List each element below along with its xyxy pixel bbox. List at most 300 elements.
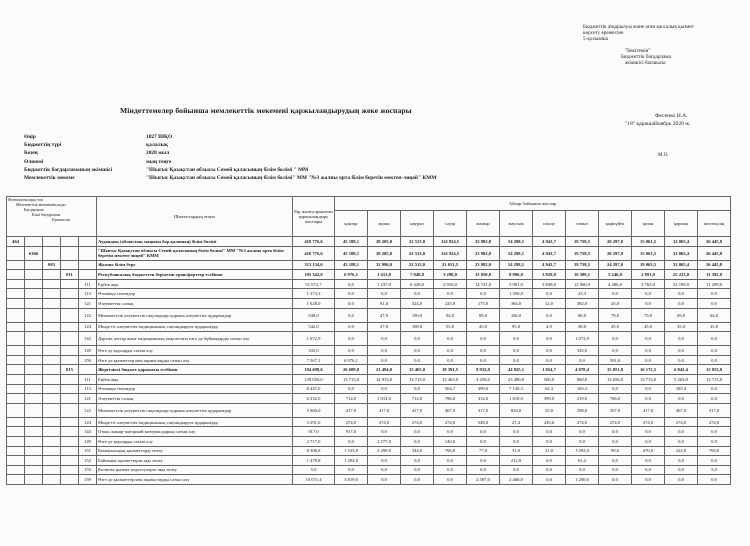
meta-key: Бюджеттік бағдарламаның әкімшісі: [24, 166, 113, 173]
table-row: [7, 374, 731, 384]
month-value-cell: 0,0: [434, 355, 467, 365]
month-value-cell: 2 468,0: [500, 475, 533, 485]
annual-total-cell: 410 776,6: [293, 237, 335, 247]
code-cell: [61, 298, 79, 308]
code-cell: [7, 298, 25, 308]
month-value-cell: 26 445,8: [698, 237, 731, 247]
stamp-place: М.О.: [658, 153, 669, 158]
expense-name-cell: Өзге де қорларды сатып алу: [97, 346, 293, 356]
month-value-cell: 0,0: [368, 384, 401, 394]
code-cell: [25, 365, 43, 375]
month-value-cell: 11 392,8: [698, 270, 731, 280]
month-value-cell: 0,0: [335, 308, 368, 322]
month-value-cell: 1 092,0: [566, 446, 599, 456]
month-value-cell: 0,0: [335, 436, 368, 446]
code-cell: 011: [61, 270, 79, 280]
month-value-cell: 0,0: [467, 436, 500, 446]
table-row: [7, 446, 731, 456]
code-cell: 124: [79, 417, 97, 427]
month-value-cell: 0,0: [335, 298, 368, 308]
month-value-cell: 21,0: [533, 446, 566, 456]
expense-name-cell: Еңбек ақы: [97, 279, 293, 289]
code-cell: [43, 237, 61, 247]
month-value-cell: 16 588,1: [566, 270, 599, 280]
annual-total-cell: 335,0: [293, 346, 335, 356]
approval-line-1: Бюджеттік атқарылуы және оған кассалық қызмет: [583, 24, 694, 30]
month-value-cell: 0,0: [599, 456, 632, 466]
month-value-cell: 0,0: [533, 475, 566, 485]
month-value-cell: 35,0: [533, 403, 566, 417]
month-value-cell: 4 943,7: [533, 260, 566, 270]
month-value-cell: 0,0: [533, 427, 566, 437]
month-value-cell: 0,0: [599, 384, 632, 394]
month-value-cell: 5 901,0: [500, 279, 533, 289]
code-cell: [43, 308, 61, 322]
approval-line-2: көрсету ережесіне: [583, 30, 624, 37]
month-value-cell: 324,0: [401, 298, 434, 308]
month-header: қазан: [632, 211, 665, 237]
month-value-cell: 0,0: [368, 332, 401, 346]
approval-line-5: Бюджеттік бағдарлама: [621, 53, 671, 60]
month-header: шілде: [533, 211, 566, 237]
month-value-cell: 7 048,0: [401, 270, 434, 280]
month-value-cell: 0,0: [434, 427, 467, 437]
month-value-cell: 165,3: [566, 384, 599, 394]
code-cell: [25, 475, 43, 485]
code-cell: [7, 246, 25, 260]
meta-key: Бюджеттің түрі: [24, 142, 62, 149]
code-cell: [43, 246, 61, 260]
month-value-cell: 16 172,5: [632, 365, 665, 375]
month-value-cell: 45,0: [599, 298, 632, 308]
code-cell: [7, 260, 25, 270]
annual-total-cell: 7 567,1: [293, 355, 335, 365]
month-value-cell: 4 943,7: [533, 237, 566, 247]
month-value-cell: 26 445,8: [698, 260, 731, 270]
month-value-cell: 26 688,0: [335, 365, 368, 375]
month-value-cell: 0,0: [500, 436, 533, 446]
month-value-cell: 417,0: [368, 403, 401, 417]
month-value-cell: 399,0: [533, 394, 566, 404]
meta-value: 2020 жыл: [146, 150, 170, 157]
code-cell: [7, 456, 25, 466]
month-value-cell: 35,0: [665, 322, 698, 332]
month-value-cell: 28 205,0: [368, 237, 401, 247]
month-value-cell: 3 829,0: [533, 270, 566, 280]
code-cell: [43, 346, 61, 356]
code-cell: 149: [79, 346, 97, 356]
code-cell: [79, 365, 97, 375]
month-value-cell: 344,0: [401, 446, 434, 456]
code-cell: [7, 355, 25, 365]
month-value-cell: 0,0: [335, 289, 368, 299]
month-value-cell: 4 943,7: [533, 246, 566, 260]
code-cell: [7, 346, 25, 356]
month-value-cell: 19 758,5: [566, 237, 599, 247]
month-value-cell: 274,0: [566, 417, 599, 427]
annual-total-cell: 1 478,8: [293, 456, 335, 466]
code-cell: [25, 237, 43, 247]
code-cell: [7, 332, 25, 346]
month-value-cell: 714,0: [335, 394, 368, 404]
month-value-cell: 1 014,0: [368, 394, 401, 404]
month-value-cell: 0,0: [401, 475, 434, 485]
page-title: Міндеттемелер бойынша мемлекеттік мекемені қаржыландырудың жеке жоспары: [120, 106, 412, 115]
month-value-cell: 0,0: [500, 465, 533, 475]
table-row: [7, 270, 731, 280]
func-group-label: Функционалдық топ: [8, 197, 43, 202]
code-cell: [25, 465, 43, 475]
month-value-cell: 0,0: [665, 346, 698, 356]
month-value-cell: 32 065,4: [665, 237, 698, 247]
code-cell: 111: [79, 374, 97, 384]
code-cell: [43, 279, 61, 289]
code-cell: [61, 456, 79, 466]
month-value-cell: 23 199,0: [665, 279, 698, 289]
month-header: желтоқсан: [698, 211, 731, 237]
month-value-cell: 24 297,0: [599, 260, 632, 270]
code-cell: 003: [43, 260, 61, 270]
month-value-cell: 35,0: [698, 322, 731, 332]
code-cell: [61, 346, 79, 356]
month-value-cell: 14 913,0: [368, 374, 401, 384]
month-value-cell: 0,0: [401, 289, 434, 299]
month-value-cell: 6 976,1: [335, 355, 368, 365]
annual-total-cell: 8 306,8: [293, 446, 335, 456]
code-cell: [25, 270, 43, 280]
table-row: [7, 289, 731, 299]
table-row: [7, 322, 731, 332]
month-value-cell: 274,0: [599, 417, 632, 427]
month-value-cell: 0,0: [335, 322, 368, 332]
monthly-plan-header: Айлар бойынша жоспар: [335, 197, 731, 211]
code-cell: [43, 417, 61, 427]
month-value-cell: 1 523,8: [335, 446, 368, 456]
month-value-cell: 3 849,0: [533, 279, 566, 289]
month-value-cell: 274,0: [698, 417, 731, 427]
code-cell: [61, 465, 79, 475]
month-header: маусым: [500, 211, 533, 237]
code-cell: [61, 384, 79, 394]
month-value-cell: 185,4: [665, 384, 698, 394]
month-value-cell: 384,0: [500, 298, 533, 308]
month-value-cell: 0,0: [533, 355, 566, 365]
month-value-cell: 0,0: [632, 384, 665, 394]
month-value-cell: 47,0: [368, 308, 401, 322]
program-label: Бағдарлама: [24, 207, 44, 212]
month-value-cell: 706,0: [599, 394, 632, 404]
month-value-cell: 274,0: [401, 417, 434, 427]
code-cell: 144: [79, 427, 97, 437]
month-value-cell: 212,8: [500, 456, 533, 466]
month-value-cell: 0,0: [533, 436, 566, 446]
month-value-cell: 15 463,0: [434, 374, 467, 384]
code-cell: 015: [61, 365, 79, 375]
month-value-cell: 0,0: [368, 355, 401, 365]
annual-total-cell: 194 698,6: [293, 365, 335, 375]
month-value-cell: 0,0: [665, 332, 698, 346]
month-value-cell: 32 065,4: [665, 246, 698, 260]
month-value-cell: 0,0: [566, 436, 599, 446]
month-value-cell: 0,0: [698, 436, 731, 446]
month-value-cell: 0,0: [335, 346, 368, 356]
month-value-cell: 15 053,0: [698, 365, 731, 375]
approval-line-4: "Бекітемін": [625, 47, 651, 54]
code-cell: 153: [79, 465, 97, 475]
annual-total-cell: 1 072,9: [293, 332, 335, 346]
annual-total-cell: 51 672,7: [293, 279, 335, 289]
month-header: қараша: [665, 211, 698, 237]
month-value-cell: 12 960,9: [566, 279, 599, 289]
month-value-cell: 140,0: [434, 436, 467, 446]
expense-name-cell: Көліктік қызмет көрсетулерге ақы төлеу: [97, 465, 293, 475]
table-row: [7, 465, 731, 475]
month-value-cell: 0,0: [698, 384, 731, 394]
month-value-cell: 367,0: [665, 403, 698, 417]
month-value-cell: 0,0: [335, 332, 368, 346]
code-cell: [7, 394, 25, 404]
code-cell: [61, 308, 79, 322]
month-value-cell: 45,0: [632, 322, 665, 332]
code-cell: [61, 322, 79, 332]
table-row: [7, 355, 731, 365]
table-row: [7, 346, 731, 356]
month-value-cell: 79,0: [599, 308, 632, 322]
month-value-cell: 19 758,5: [566, 246, 599, 260]
month-value-cell: 769,0: [698, 446, 731, 456]
annual-total-cell: 3 291,0: [293, 417, 335, 427]
table-row: [7, 403, 731, 417]
code-cell: [61, 394, 79, 404]
month-value-cell: 108,0: [401, 322, 434, 332]
expense-name-cell: Мемлекеттік әлеуметтік сақтандыру қорына әлеуметтік аударымдар: [97, 308, 293, 322]
code-cell: 122: [79, 308, 97, 322]
approval-date: "18" қарашаНоябрь 2020 ж.: [625, 121, 691, 127]
month-value-cell: 470,0: [632, 446, 665, 456]
month-value-cell: 417,0: [632, 403, 665, 417]
code-cell: [25, 332, 43, 346]
month-value-cell: 79,0: [632, 308, 665, 322]
month-value-cell: 504,7: [434, 384, 467, 394]
month-value-cell: 0,0: [401, 332, 434, 346]
month-value-cell: 0,0: [632, 298, 665, 308]
code-cell: 111: [79, 279, 97, 289]
code-cell: 142: [79, 332, 97, 346]
month-value-cell: 0,0: [665, 298, 698, 308]
month-value-cell: 13 713,0: [335, 374, 368, 384]
code-cell: [7, 475, 25, 485]
month-value-cell: 0,0: [467, 427, 500, 437]
month-value-cell: 0,0: [368, 346, 401, 356]
month-value-cell: 0,0: [632, 475, 665, 485]
expense-name-cell: Өзге де қорларды сатып алу: [97, 436, 293, 446]
code-cell: [43, 475, 61, 485]
month-value-cell: 6 842,4: [665, 365, 698, 375]
month-value-cell: 12,0: [533, 298, 566, 308]
code-cell: [61, 446, 79, 456]
code-cell: 121: [79, 298, 97, 308]
month-value-cell: 0,0: [698, 298, 731, 308]
month-value-cell: 5,0: [698, 465, 731, 475]
month-value-cell: 4 259,0: [467, 374, 500, 384]
table-row: [7, 237, 731, 247]
code-cell: [25, 322, 43, 332]
month-value-cell: 32 065,4: [665, 260, 698, 270]
code-cell: [43, 355, 61, 365]
month-value-cell: 0,0: [500, 346, 533, 356]
month-value-cell: 706,8: [434, 446, 467, 456]
month-value-cell: 45 188,1: [335, 246, 368, 260]
month-value-cell: 786,0: [434, 394, 467, 404]
month-value-cell: 0,0: [533, 346, 566, 356]
month-value-cell: 0,0: [500, 332, 533, 346]
code-cell: [25, 346, 43, 356]
month-value-cell: 0,0: [368, 475, 401, 485]
month-value-cell: 868,0: [566, 374, 599, 384]
code-cell: 124: [79, 322, 97, 332]
code-cell: [7, 289, 25, 299]
code-cell: [61, 260, 79, 270]
expense-name-cell: Жергілікті бюджет қаражаты есебінен: [97, 365, 293, 375]
month-value-cell: 0,0: [632, 465, 665, 475]
month-value-cell: 26 445,8: [698, 246, 731, 260]
month-value-cell: 44 925,1: [500, 365, 533, 375]
code-cell: 6366: [25, 246, 43, 260]
month-value-cell: 81,0: [368, 298, 401, 308]
code-cell: [7, 279, 25, 289]
month-header: мамыр: [467, 211, 500, 237]
expense-name-cell: Әлеуметтік салық: [97, 298, 293, 308]
annual-total-cell: 1 373,3: [293, 289, 335, 299]
signer-name: Фесенко Н.А.: [655, 113, 688, 119]
code-cell: [7, 465, 25, 475]
month-value-cell: 21 494,0: [368, 365, 401, 375]
table-row: [7, 308, 731, 322]
month-value-cell: 0,0: [401, 436, 434, 446]
code-cell: [43, 427, 61, 437]
month-value-cell: 0,0: [467, 289, 500, 299]
annual-total-cell: 5 060,0: [293, 403, 335, 417]
approval-line-6: әкімшісі басшысы: [625, 60, 666, 67]
annual-total-cell: 313 134,6: [293, 260, 335, 270]
annual-total-cell: 105 342,0: [293, 270, 335, 280]
month-value-cell: 45 188,1: [335, 237, 368, 247]
month-value-cell: 0,0: [566, 427, 599, 437]
month-value-cell: 23,3: [566, 289, 599, 299]
month-value-cell: 0,0: [599, 465, 632, 475]
month-value-cell: 274,0: [632, 417, 665, 427]
month-value-cell: 0,0: [632, 394, 665, 404]
month-value-cell: 274,0: [368, 417, 401, 427]
month-value-cell: 62,3: [533, 384, 566, 394]
month-value-cell: 0,0: [401, 465, 434, 475]
month-value-cell: 0,0: [533, 465, 566, 475]
meta-value: қалалық: [146, 142, 168, 149]
month-value-cell: 7 130,3: [500, 384, 533, 394]
month-header: наурыз: [401, 211, 434, 237]
month-value-cell: 0,0: [335, 279, 368, 289]
month-value-cell: 0,0: [401, 346, 434, 356]
expense-name-cell: Өтемақы төлемдер: [97, 289, 293, 299]
expense-name-cell: Мемлекеттік әлеуметтік сақтандыру қорына әлеуметтік аударымдар: [97, 403, 293, 417]
code-columns-header: [7, 197, 97, 237]
month-value-cell: 0,0: [500, 355, 533, 365]
code-cell: [7, 308, 25, 322]
month-header: сәуір: [434, 211, 467, 237]
annual-total-cell: 10 071,4: [293, 475, 335, 485]
code-cell: [25, 417, 43, 427]
month-value-cell: 190,0: [401, 308, 434, 322]
month-value-cell: 0,0: [665, 465, 698, 475]
expense-name-cell: Отын, жанар-жағармай материалдарын сатып алу: [97, 427, 293, 437]
month-value-cell: 6,0: [533, 308, 566, 322]
expense-name-cell: Өзге де қызметтер мен жұмыстарды сатып алу: [97, 475, 293, 485]
month-value-cell: 0,0: [632, 456, 665, 466]
month-value-cell: 0,0: [698, 346, 731, 356]
code-cell: [79, 237, 97, 247]
annual-total-cell: 542,0: [293, 322, 335, 332]
code-cell: [25, 403, 43, 417]
month-value-cell: 0,0: [599, 289, 632, 299]
table-row: [7, 394, 731, 404]
meta-key: Мемлекеттік мекеме: [24, 174, 75, 181]
month-value-cell: 0,0: [434, 346, 467, 356]
month-value-cell: 175,0: [467, 298, 500, 308]
month-value-cell: 225,0: [434, 298, 467, 308]
month-value-cell: 317,0: [698, 403, 731, 417]
month-value-cell: 13 656,0: [599, 374, 632, 384]
code-cell: [43, 403, 61, 417]
month-value-cell: 500,0: [533, 374, 566, 384]
code-cell: [61, 246, 79, 260]
month-value-cell: 15 050,0: [467, 270, 500, 280]
code-cell: [61, 427, 79, 437]
code-cell: 149: [79, 436, 97, 446]
month-value-cell: 0,0: [665, 394, 698, 404]
month-value-cell: 27,0: [368, 322, 401, 332]
table-row: [7, 246, 731, 260]
month-value-cell: 25 223,0: [665, 270, 698, 280]
month-value-cell: 27,4: [500, 417, 533, 427]
code-cell: [25, 279, 43, 289]
month-value-cell: 2 587,0: [467, 475, 500, 485]
month-value-cell: 0,0: [434, 289, 467, 299]
month-value-cell: 54 298,1: [500, 260, 533, 270]
month-value-cell: 591,0: [599, 355, 632, 365]
month-value-cell: 4 486,0: [599, 279, 632, 289]
month-value-cell: 0,0: [335, 384, 368, 394]
code-cell: 152: [79, 456, 97, 466]
expense-name-cell: "Шығыс Қазақстан облысы Семей қаласының білім бөлімі" ММ "№3 жалпы орта білім беретін мектеп-лицей" КММ: [97, 246, 293, 260]
month-value-cell: 23 982,0: [467, 260, 500, 270]
code-cell: [25, 260, 43, 270]
approval-line-3: 5-қосымша: [583, 36, 608, 43]
month-value-cell: 0,0: [533, 332, 566, 346]
annual-total-cell: 2 717,0: [293, 436, 335, 446]
month-value-cell: 0,0: [434, 456, 467, 466]
code-cell: [43, 332, 61, 346]
month-value-cell: 23 480,0: [500, 374, 533, 384]
code-cell: [7, 365, 25, 375]
month-value-cell: 0,0: [632, 289, 665, 299]
month-value-cell: 417,0: [335, 403, 368, 417]
expense-name-cell: Міндетті әлеуметтік медициналық сақтандыруға аударымдар: [97, 417, 293, 427]
table-row: [7, 365, 731, 375]
month-value-cell: 6 426,0: [401, 279, 434, 289]
month-value-cell: 0,0: [698, 332, 731, 346]
code-cell: [43, 289, 61, 299]
month-value-cell: 0,0: [368, 289, 401, 299]
